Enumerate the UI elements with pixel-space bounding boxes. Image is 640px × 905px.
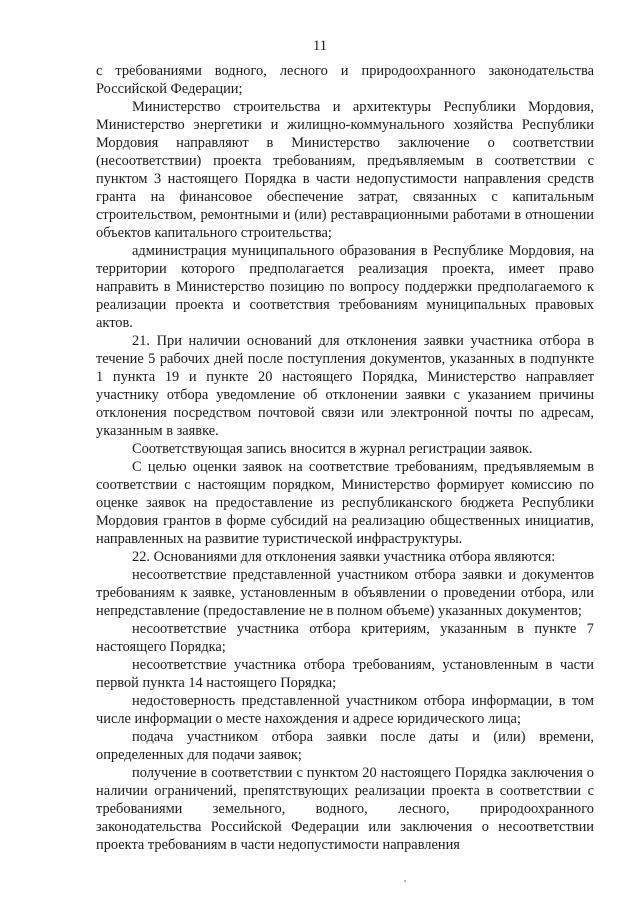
paragraph: получение в соответствии с пунктом 20 настоящего Порядка заключения о наличии ограничений, препятствующих реализации проекта в соответствии с требованиями земельного, водного, лесного, природоохранного законодательства Российской Федерации или заключения о несоответствии проекта требованиям в части недопустимости направления [96, 765, 594, 853]
paragraph: несоответствие участника отбора требованиям, установленным в части первой пункта 14 настоящего Порядка; [96, 657, 594, 691]
paragraph: недостоверность представленной участником отбора информации, в том числе информации о месте нахождения и адресе юридического лица; [96, 693, 594, 727]
paragraph: 21. При наличии оснований для отклонения заявки участника отбора в течение 5 рабочих дней после поступления документов, указанных в подпункте 1 пункта 19 и пункте 20 настоящего Порядка, Министерство направляет участнику отбора уведомление об отклонении заявки с указанием причины отклонения посредством почтовой связи или электронной почты по адресам, указанным в заявке. [96, 333, 594, 439]
document-body [96, 62, 594, 854]
paragraph: Министерство строительства и архитектуры Республики Мордовия, Министерство энергетики и жилищно-коммунального хозяйства Республики Мордовия направляют в Министерство заключение о соответствии (несоответствии) проекта требованиям, предъявляемым в соответствии с пунктом 3 настоящего Порядка в части недопустимости направления средств гранта на финансовое обеспечение затрат, связанных с капитальным строительством, ремонтными и (или) реставрационными работами в отношении объектов капитального строительства; [96, 99, 594, 241]
paragraph: подача участником отбора заявки после даты и (или) времени, определенных для подачи заявок; [96, 729, 594, 763]
paragraph: С целью оценки заявок на соответствие требованиям, предъявляемым в соответствии с настоящим порядком, Министерство формирует комиссию по оценке заявок на предоставление из республиканского бюджета Республики Мордовия грантов в форме субсидий на реализацию общественных инициатив, направленных на развитие туристической инфраструктуры. [96, 459, 594, 547]
page-number: 11 [313, 38, 327, 54]
paragraph: 22. Основаниями для отклонения заявки участника отбора являются: [132, 549, 556, 565]
paragraph: с требованиями водного, лесного и природоохранного законодательства Российской Федерации; [96, 63, 594, 97]
paragraph: администрация муниципального образования в Республике Мордовия, на территории которого предполагается реализация проекта, имеет право направить в Министерство позицию по вопросу поддержки предполагаемого к реализации проекта и соответствия требованиям муниципальных правовых актов. [96, 243, 594, 331]
paragraph: Соответствующая запись вносится в журнал регистрации заявок. [132, 441, 533, 457]
scan-speck [404, 880, 406, 882]
paragraph: несоответствие участника отбора критериям, указанным в пункте 7 настоящего Порядка; [96, 621, 594, 655]
paragraph: несоответствие представленной участником отбора заявки и документов требованиям к заявке, установленным в объявлении о проведении отбора, или непредставление (предоставление не в полном объеме) указанных документов; [96, 567, 594, 619]
